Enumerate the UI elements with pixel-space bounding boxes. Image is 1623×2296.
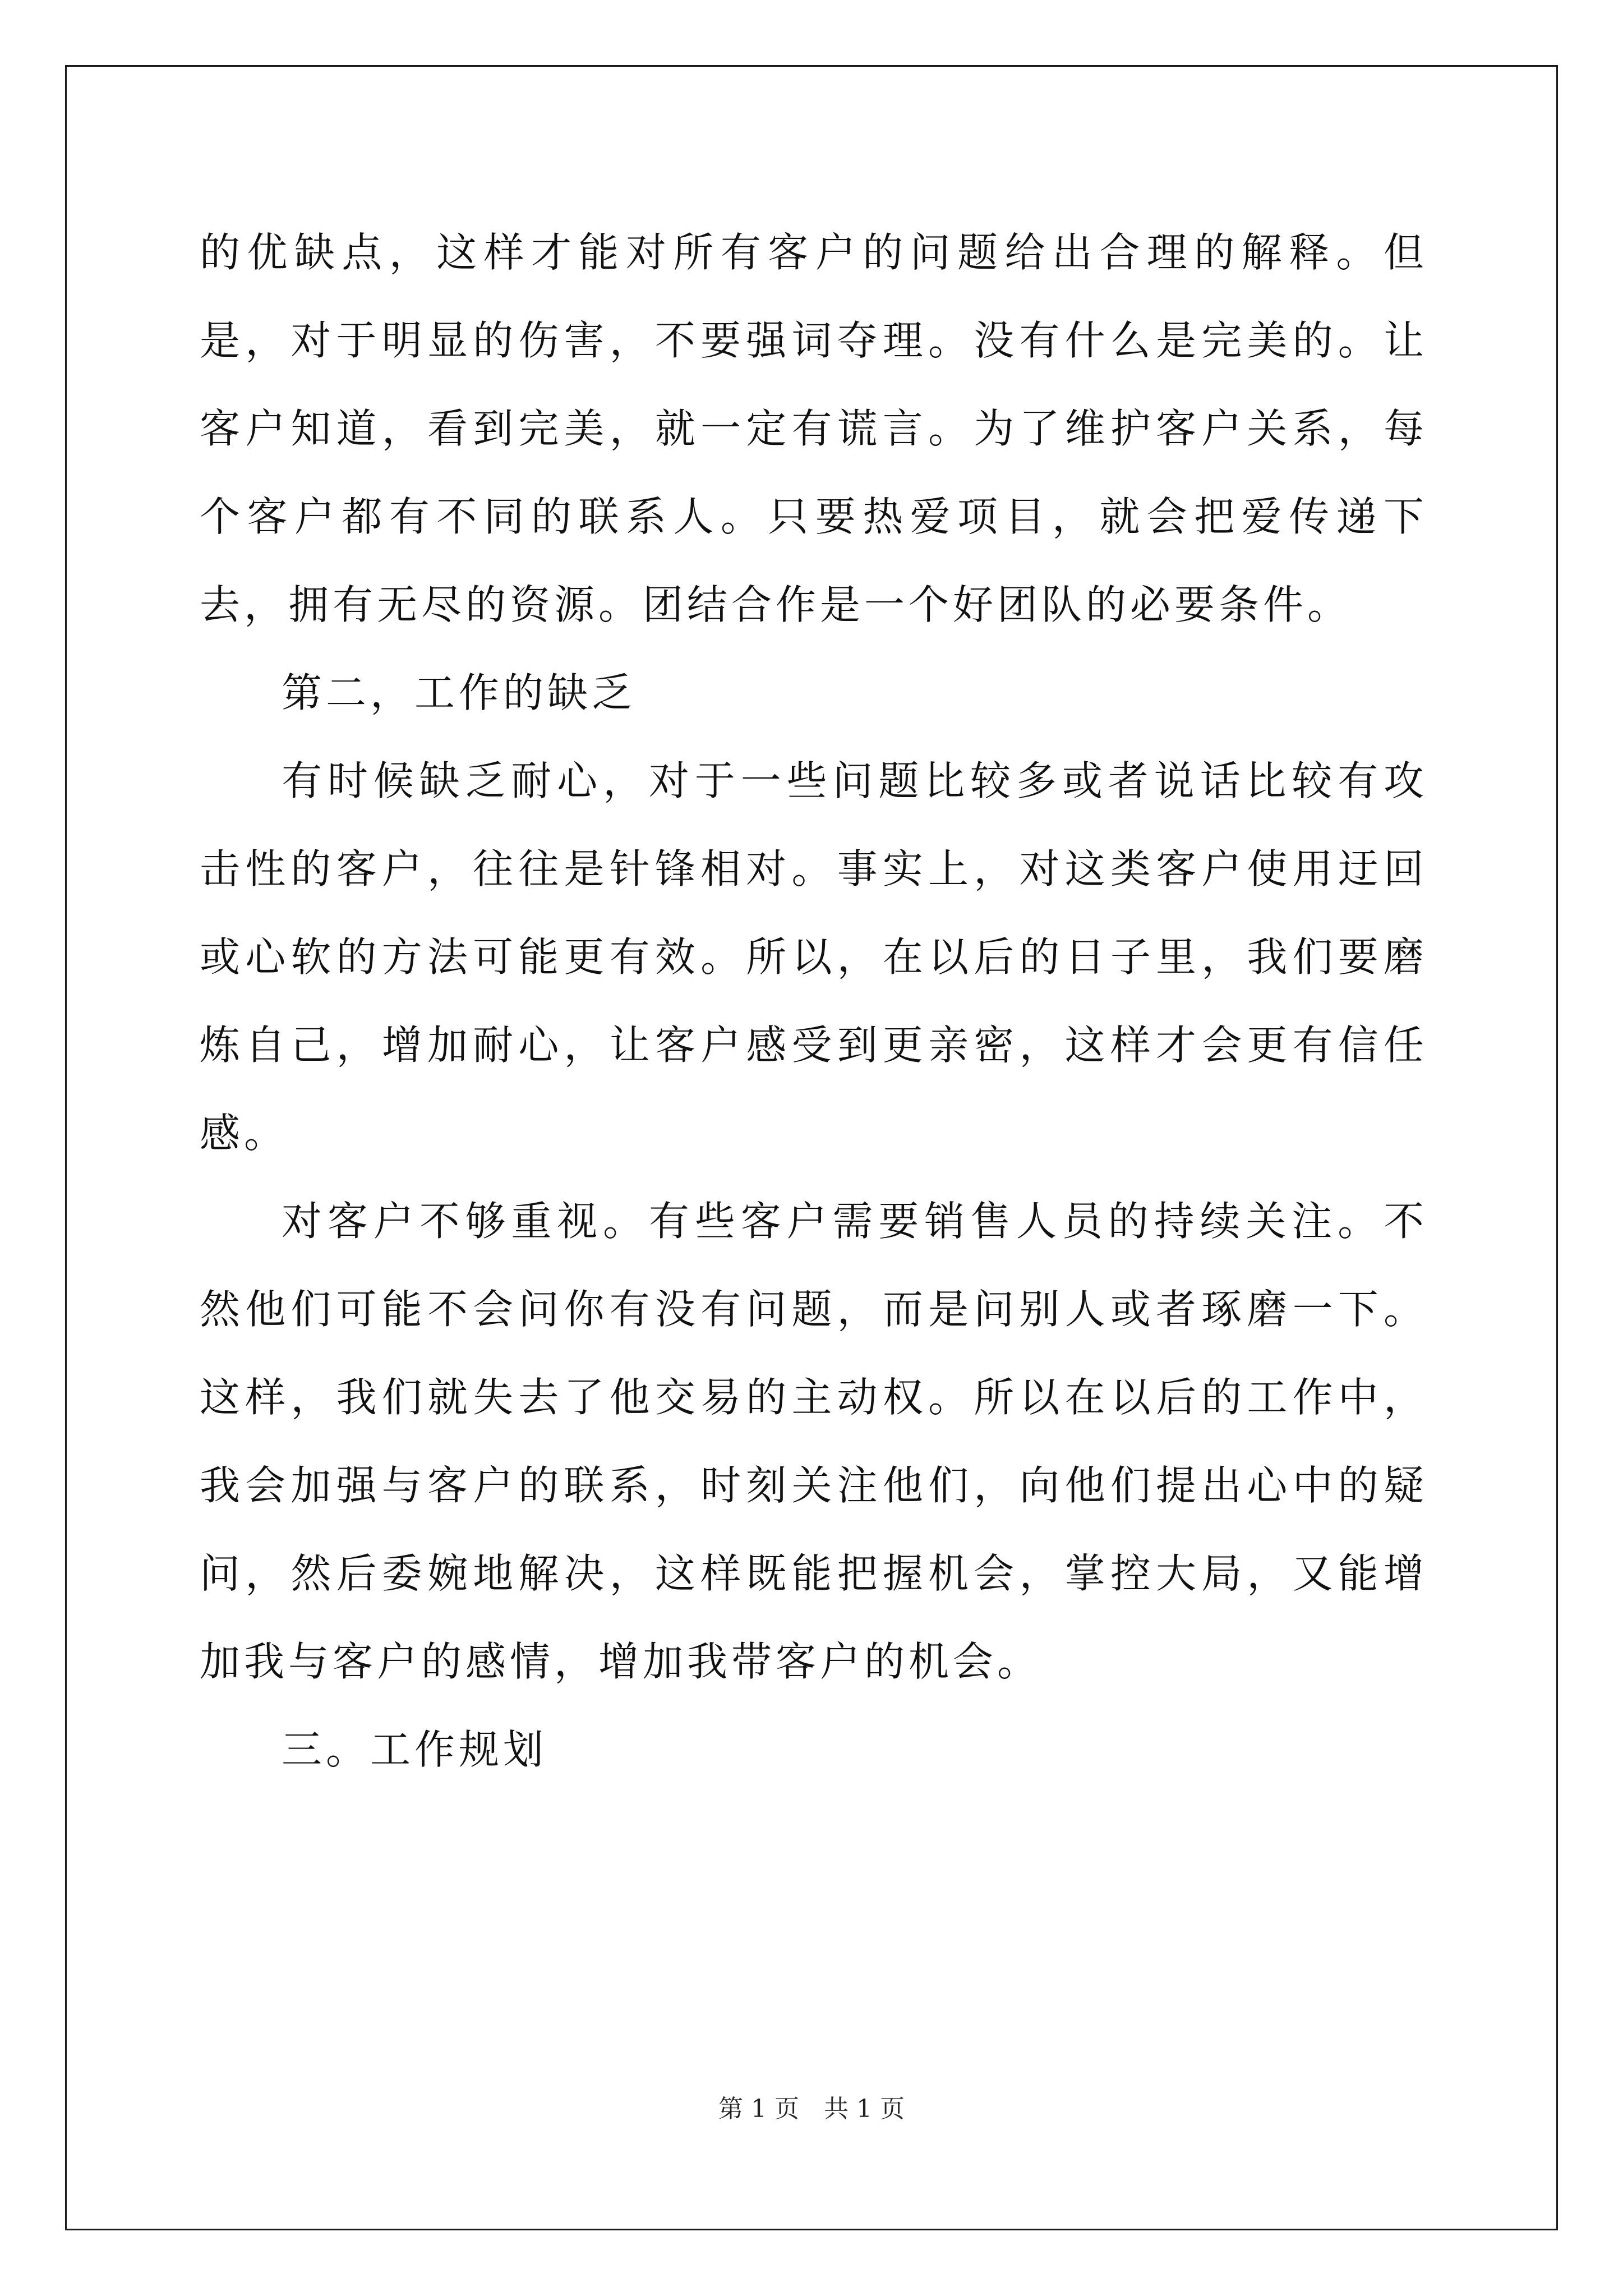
section-heading-work-shortcomings: 第二，工作的缺乏 — [282, 669, 637, 716]
document-body — [200, 209, 1428, 1794]
paragraph-continuation: 的优缺点，这样才能对所有客户的问题给出合理的解释。但是，对于明显的伤害，不要强词夺理。没有什么是完美的。让客户知道，看到完美，就一定有谎言。为了维护客户关系，每个客户都有不同的联系人。只要热爱项目，就会把爱传递下去，拥有无尽的资源。团结合作是一个好团队的必要条件。 — [200, 229, 1428, 628]
section-heading-work-plan: 三。工作规划 — [282, 1726, 548, 1773]
page-number-footer: 第 1 页 共 1 页 — [718, 2095, 905, 2123]
paragraph-customer-attention: 对客户不够重视。有些客户需要销售人员的持续关注。不然他们可能不会问你有没有问题，而是问别人或者琢磨一下。这样，我们就失去了他交易的主动权。所以在以后的工作中，我会加强与客户的联系，时刻关注他们，向他们提出心中的疑问，然后委婉地解决，这样既能把握机会，掌控大局，又能增加我与客户的感情，增加我带客户的机会。 — [200, 1198, 1428, 1685]
paragraph-patience: 有时候缺乏耐心，对于一些问题比较多或者说话比较有攻击性的客户，往往是针锋相对。事实上，对这类客户使用迂回或心软的方法可能更有效。所以，在以后的日子里，我们要磨炼自己，增加耐心，让客户感受到更亲密，这样才会更有信任感。 — [200, 757, 1428, 1157]
